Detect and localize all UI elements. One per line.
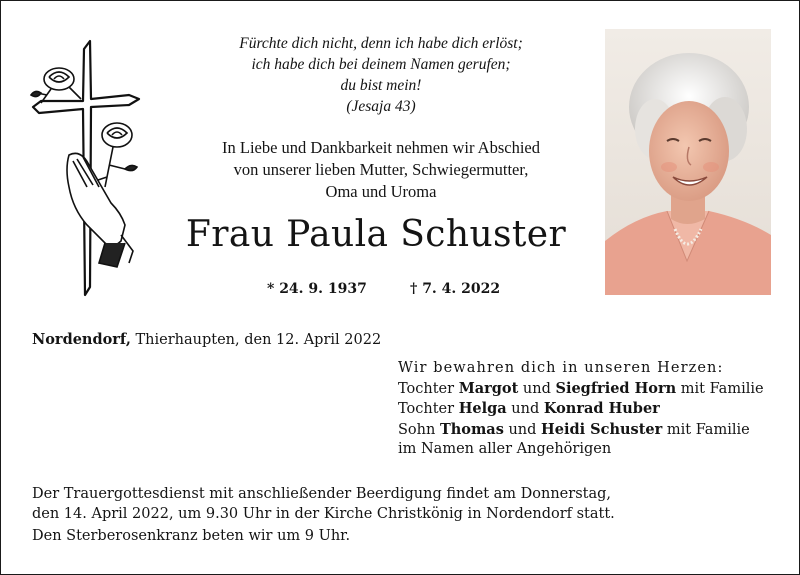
relation: Tochter [398, 380, 459, 397]
relative-name: Thomas [439, 420, 504, 438]
relative-name: Helga [458, 400, 507, 417]
relation: Sohn [398, 421, 440, 438]
conjunction: und [506, 401, 544, 417]
family-line [398, 420, 788, 441]
mourners-closing: im Namen aller Angehörigen [398, 441, 612, 457]
family-line [398, 399, 788, 420]
farewell-intro [151, 137, 611, 203]
family-suffix: mit Familie [676, 380, 764, 397]
mourners-heading: Wir bewahren dich in unseren Herzen: [398, 360, 724, 376]
intro-line: von unserer lieben Mutter, Schwiegermutter, [233, 160, 529, 179]
mourners-list [398, 359, 788, 460]
birth-date: * 24. 9. 1937 [267, 281, 367, 297]
family-suffix: mit Familie [662, 421, 750, 438]
conjunction: und [518, 380, 556, 397]
rosary-info: Den Sterberosenkranz beten wir um 9 Uhr. [32, 528, 351, 544]
portrait-photo [605, 29, 771, 295]
deceased-name: Frau Paula Schuster [185, 214, 567, 255]
relative-name: Konrad Huber [543, 400, 660, 417]
service-line: den 14. April 2022, um 9.30 Uhr in der Kirche Christkönig in Nordendorf statt. [32, 506, 615, 522]
intro-line: In Liebe und Dankbarkeit nehmen wir Abschied [222, 138, 540, 157]
relation: Tochter [398, 401, 459, 417]
place-date-rest: Thierhaupten, den 12. April 2022 [130, 332, 382, 348]
cross-roses-praying-hands-emblem [29, 37, 145, 299]
death-date: † 7. 4. 2022 [410, 281, 501, 297]
bible-verse [171, 33, 591, 117]
family-line [398, 379, 788, 400]
funeral-service-info [32, 484, 782, 524]
place-and-date [32, 331, 381, 348]
relative-name: Heidi Schuster [541, 420, 663, 438]
verse-line: du bist mein! [340, 77, 422, 94]
place-name: Nordendorf, [32, 331, 131, 348]
intro-line: Oma und Uroma [325, 182, 437, 201]
conjunction: und [503, 421, 542, 438]
relative-name: Siegfried Horn [555, 379, 677, 397]
verse-reference: (Jesaja 43) [346, 98, 416, 115]
verse-line: ich habe dich bei deinem Namen gerufen; [251, 56, 511, 73]
relative-name: Margot [458, 379, 519, 397]
service-line: Der Trauergottesdienst mit anschließender Beerdigung findet am Donnerstag, [32, 486, 612, 502]
verse-line: Fürchte dich nicht, denn ich habe dich erlöst; [239, 35, 523, 52]
